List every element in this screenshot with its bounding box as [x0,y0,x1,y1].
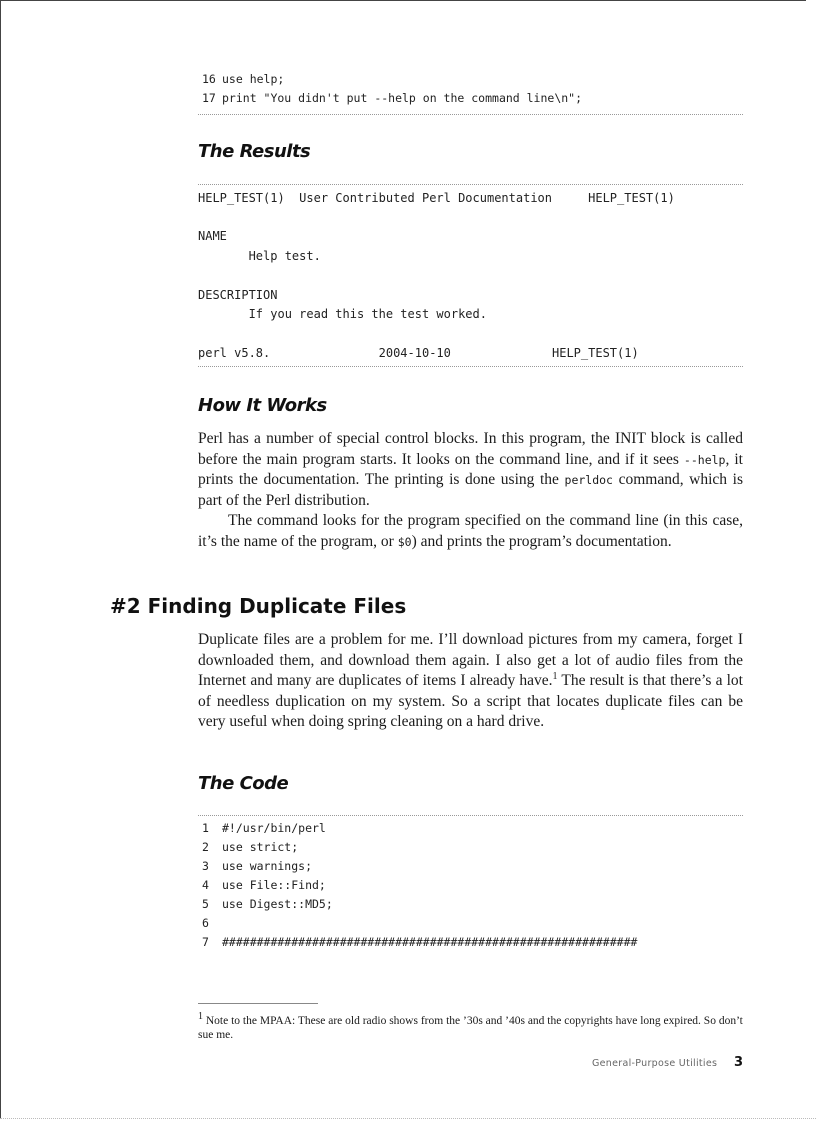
footnote-reference: 1 [552,670,558,682]
section-intro [198,630,743,733]
how-it-works-body [198,429,743,552]
footnote-marker: 1 [198,1011,203,1023]
code-line: 2 use strict; [202,840,299,854]
code-top-rule [198,815,743,816]
man-header-line: HELP_TEST(1) User Contributed Perl Documentation HELP_TEST(1) [198,191,675,205]
code-line: 3 use warnings; [202,859,313,873]
code-line: 7 ############################################################ [202,935,638,949]
results-bottom-rule [198,366,743,367]
code-line: 16 use help; [202,72,285,86]
code-heading: The Code [198,773,289,794]
man-name-text: Help test. [198,249,321,263]
how-it-works-paragraph-2: The command looks for the program specified on the command line (in this case, it’s the name of the program, or $0) and prints the program’s documentation. [198,512,743,550]
section-paragraph: Duplicate files are a problem for me. I’ll download pictures from my camera, forget I downloaded them, and download them again. I also get a lot of audio files from the Internet and many are duplicates of items I already have.$^1$ The result is that there’s a lot of needless duplication on my system. So a script that locates duplicate files can be very useful when doing spring cleaning on a hard drive. [198,631,743,730]
results-heading: The Results [198,141,311,162]
code-line: 4 use File::Find; [202,878,326,892]
man-description-label: DESCRIPTION [198,288,278,302]
page-top-edge [0,0,806,1]
running-footer-title: General-Purpose Utilities [592,1058,718,1069]
code-listing [198,819,743,952]
page-bottom-edge [0,1118,816,1119]
page-left-edge [0,0,1,1118]
code-divider [198,114,743,115]
code-line: 5 use Digest::MD5; [202,897,333,911]
code-line: 1 #!/usr/bin/perl [202,821,326,835]
footnote: $^1$ Note to the MPAA: These are old radio shows from the ’30s and ’40s and the copyrights have long expired. So don’t sue me. [198,1011,743,1041]
code-line: 6 [202,916,209,930]
code-line: 17 print "You didn't put --help on the command line\n"; [202,91,583,105]
man-footer-line: perl v5.8. 2004-10-10 HELP_TEST(1) [198,346,639,360]
man-description-text: If you read this the test worked. [198,307,487,321]
section-heading: #2 Finding Duplicate Files [110,594,407,618]
how-it-works-heading: How It Works [198,395,327,416]
man-name-label: NAME [198,229,227,243]
footnote-rule [198,1003,318,1004]
how-it-works-paragraph-1: Perl has a number of special control blocks. In this program, the INIT block is called before the main program starts. It looks on the command line, and if it sees --help, it prints the documentation. The printing is done using the perldoc command, which is part of the Perl distribution. [198,430,743,509]
results-top-rule [198,184,743,185]
code-listing-top [198,70,743,108]
page-number: 3 [734,1055,744,1070]
